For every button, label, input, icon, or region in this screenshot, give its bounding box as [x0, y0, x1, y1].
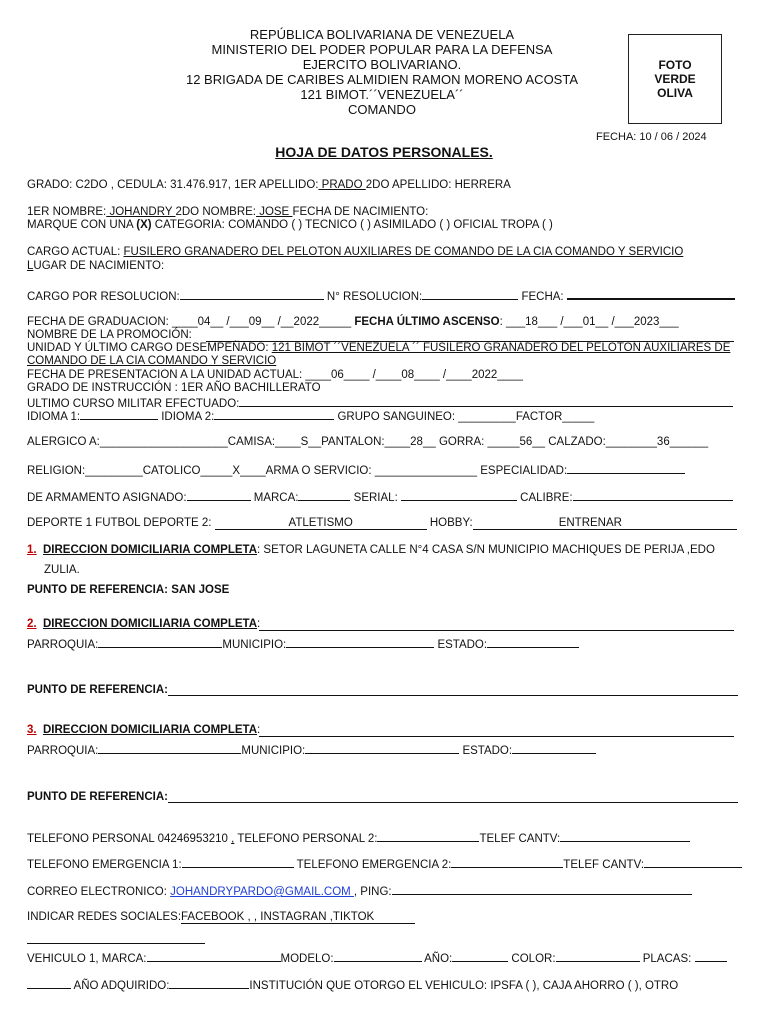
redes-row [27, 911, 415, 924]
field-label: IDIOMA 2: [158, 411, 215, 423]
field-label: FECHA: [518, 291, 567, 303]
field-label: PLACAS: [639, 953, 695, 965]
field-label: INDICAR REDES SOCIALES: [27, 911, 182, 923]
mark-indicator: (X) [136, 219, 152, 231]
email-link[interactable]: JOHANDRYPARDO@GMAIL.COM [170, 886, 354, 898]
cargo-row [27, 246, 683, 258]
field-label: VEHICULO 1, MARCA: [27, 953, 147, 965]
field-label: AÑO ADQUIRIDO: [71, 980, 170, 992]
field-label: TELEF CANTV: [479, 833, 561, 845]
alergico-row [27, 436, 708, 448]
emergencia1-blank[interactable] [182, 857, 294, 868]
photo-box [628, 34, 722, 124]
referencia2-blank[interactable] [168, 695, 738, 696]
direccion1-cont: ZULIA. [44, 564, 80, 576]
field-label: N° RESOLUCION: [323, 291, 423, 303]
header-line: 121 BIMOT.´´VENEZUELA´´ [300, 87, 464, 102]
modelo-blank[interactable] [334, 951, 422, 962]
idioma1-blank[interactable] [80, 409, 158, 420]
institucion-label: INSTITUCIÓN QUE OTORGO EL VEHICULO: IPSFA ( ), CAJA AHORRO ( ), OTRO [249, 980, 679, 992]
color-blank[interactable] [556, 951, 640, 962]
photo-label: FOTO [658, 58, 692, 72]
field-label: AÑO: [421, 953, 453, 965]
correo-row [27, 884, 692, 898]
adquirido-row [27, 978, 678, 992]
unidad-row-cont [27, 355, 276, 367]
unidad-value: COMANDO DE LA CIA COMANDO Y SERVICIO [27, 355, 277, 367]
field-label: MARCA: [250, 492, 299, 504]
presentacion-value: FECHA DE PRESENTACION A LA UNIDAD ACTUAL: ____06____ /____08____ /____2022____ [27, 369, 523, 381]
referencia1: PUNTO DE REFERENCIA: SAN JOSE [27, 584, 230, 596]
lugar-row [27, 260, 164, 272]
estado2-blank[interactable] [487, 637, 579, 648]
redes-blank[interactable] [27, 943, 205, 944]
field-label: ESTADO: [459, 745, 513, 757]
section-label: DIRECCION DOMICILIARIA COMPLETA [42, 544, 258, 556]
cantv-blank[interactable] [560, 831, 690, 842]
field-label: MUNICIPIO: [241, 745, 306, 757]
field-label: DEPORTE 1 FUTBOL DEPORTE 2: [27, 517, 215, 529]
photo-label: OLIVA [657, 86, 693, 100]
form-title: HOJA DE DATOS PERSONALES. [275, 144, 493, 160]
section-number: 2. [27, 618, 37, 630]
direccion3-blank[interactable] [259, 736, 734, 737]
field-label: DE ARMAMENTO ASIGNADO: [27, 492, 187, 504]
armamento-row [27, 490, 733, 504]
direccion1-row [27, 544, 715, 556]
telefono-row [27, 831, 690, 845]
emergencia2-blank[interactable] [451, 857, 563, 868]
field-label: GRADO: C2DO , CEDULA: 31.476.917, 1ER APELLIDO: [27, 179, 319, 191]
deporte-row [27, 517, 737, 530]
field-label: CARGO ACTUAL: [27, 246, 124, 258]
direccion1-value: : SETOR LAGUNETA CALLE N°4 CASA S/N MUNICIPIO MACHIQUES DE PERIJA ,EDO [257, 544, 715, 556]
unidad-value: 121 BIMOT ´´VENEZUELA ´´ FUSILERO GRANADERO DEL PELOTON AUXILIARES DE [271, 342, 731, 354]
field-label: PARROQUIA: [27, 639, 99, 651]
header-line: REPÚBLICA BOLIVARIANA DE VENEZUELA [249, 27, 515, 42]
field-label: MODELO: [280, 953, 334, 965]
section-number: 3. [27, 724, 37, 736]
parroquia3-blank[interactable] [98, 743, 241, 754]
section-number: 1. [27, 544, 37, 556]
ascenso-value: : ___18___ /___01__ /___2023___ [499, 316, 679, 328]
religion-value[interactable]: RELIGION:_________CATOLICO_____X____ARMA O SERVICIO: ________________ ESPECIALIDAD: [27, 465, 568, 477]
apellido1-value: PRADO [318, 179, 366, 191]
referencia3-label: PUNTO DE REFERENCIA: [27, 791, 168, 803]
armamento-blank[interactable] [187, 490, 251, 501]
redes-value[interactable]: FACEBOOK , , INSTAGRAN ,TIKTOK [181, 911, 415, 924]
promocion-row [27, 329, 192, 341]
field-label: MUNICIPIO: [222, 639, 287, 651]
parroquia2-row [27, 637, 579, 651]
header-block [140, 27, 624, 117]
field-label: PARROQUIA: [27, 745, 99, 757]
curso-row [27, 396, 733, 410]
field-label: CALIBRE: [516, 492, 573, 504]
categoria-row [27, 219, 553, 231]
field-label: FECHA DE GRADUACION: ____04__ /___09__ /__2022_____ [27, 316, 355, 328]
field-label: IDIOMA 1: [27, 411, 81, 423]
placas-blank-cont[interactable] [27, 978, 71, 989]
field-label: MARQUE CON UNA [27, 219, 137, 231]
emergencia-row [27, 857, 742, 871]
serial-blank[interactable] [401, 490, 517, 501]
field-label: , PING: [353, 886, 392, 898]
referencia2-label: PUNTO DE REFERENCIA: [27, 684, 168, 696]
header-line: EJERCITO BOLIVARIANO. [302, 57, 462, 72]
separator: : [257, 724, 261, 736]
marca-vehiculo-blank[interactable] [147, 951, 281, 962]
resolucion-row [27, 288, 735, 303]
especialidad-blank[interactable] [567, 463, 685, 474]
field-label: L [27, 260, 34, 272]
unidad-row [27, 342, 730, 354]
hobby-text: ENTRENAR [558, 517, 622, 529]
tallas-value[interactable]: ALERGICO A:____________________CAMISA:____S__PANTALON:____28__ GORRA: _____56__ CALZADO:________36______ [27, 436, 709, 448]
direccion3-row [27, 724, 260, 736]
header-line: 12 BRIGADA DE CARIBES ALMIDIEN RAMON MORENO ACOSTA [185, 72, 578, 87]
municipio3-blank[interactable] [305, 743, 459, 754]
curso-blank[interactable] [239, 396, 733, 407]
telefono-value: TELEFONO PERSONAL 04246953210 [27, 833, 232, 845]
religion-row [27, 463, 685, 477]
field-label: UGAR DE NACIMIENTO: [33, 260, 165, 272]
referencia3-blank[interactable] [168, 802, 738, 803]
parroquia3-row [27, 743, 596, 757]
field-label: TELEFONO PERSONAL 2: [234, 833, 378, 845]
deporte2-value[interactable]: ATLETISMO [215, 517, 427, 530]
field-label: 1ER NOMBRE: [27, 206, 107, 218]
idioma-row [27, 409, 594, 423]
cargo-value: FUSILERO GRANADERO DEL PELOTON AUXILIARES DE COMANDO DE LA CIA COMANDO Y SERVICIO [123, 246, 684, 258]
field-label: ULTIMO CURSO MILITAR EFECTUADO: [27, 398, 240, 410]
field-label: FECHA ÚLTIMO ASCENSO [354, 316, 500, 328]
field-label: 2DO NOMBRE: [175, 206, 256, 218]
grado-row [27, 179, 511, 191]
field-label: CARGO POR RESOLUCION: [27, 291, 180, 303]
photo-label: VERDE [654, 72, 696, 86]
field-label: TELEFONO EMERGENCIA 2: [293, 859, 452, 871]
anio-blank[interactable] [452, 951, 508, 962]
nombre2-value: JOSE [256, 206, 293, 218]
nombre-row [27, 206, 428, 218]
direccion2-blank[interactable] [259, 630, 734, 631]
marca-blank[interactable] [298, 490, 350, 501]
resolucion-blank[interactable] [180, 289, 324, 300]
field-label: NOMBRE DE LA PROMOCIÓN: [27, 329, 192, 341]
document-date: FECHA: 10 / 06 / 2024 [596, 131, 707, 143]
header-line: MINISTERIO DEL PODER POPULAR PARA LA DEFENSA [211, 42, 553, 57]
field-label: CORREO ELECTRONICO: [27, 886, 171, 898]
section-label: DIRECCION DOMICILIARIA COMPLETA [42, 724, 258, 736]
resolucion-num-blank[interactable] [422, 289, 518, 300]
field-label: COLOR: [508, 953, 556, 965]
calibre-blank[interactable] [573, 490, 733, 501]
section-label: DIRECCION DOMICILIARIA COMPLETA [42, 618, 258, 630]
hobby-value[interactable] [473, 517, 737, 530]
estado3-blank[interactable] [512, 743, 596, 754]
header-line: COMANDO [348, 102, 416, 117]
parroquia2-blank[interactable] [98, 637, 222, 648]
municipio2-blank[interactable] [286, 637, 434, 648]
resolucion-fecha-blank[interactable] [567, 288, 735, 300]
graduacion-row [27, 316, 679, 328]
instruccion-value: GRADO DE INSTRUCCIÓN : 1ER AÑO BACHILLERATO [27, 382, 321, 394]
sangre-value[interactable]: GRUPO SANGUINEO: _________FACTOR_____ [334, 411, 595, 423]
categoria-options[interactable]: CATEGORIA: COMANDO ( ) TECNICO ( ) ASIMILADO ( ) OFICIAL TROPA ( ) [151, 219, 553, 231]
separator: : [257, 618, 261, 630]
field-label: SERIAL: [350, 492, 401, 504]
instruccion-row [27, 382, 321, 394]
anio-adquirido-blank[interactable] [169, 978, 249, 989]
field-label: FECHA DE NACIMIENTO: [292, 206, 429, 218]
nombre1-value: JOHANDRY [106, 206, 176, 218]
field-label: ESTADO: [434, 639, 488, 651]
telefono2-blank[interactable] [377, 831, 479, 842]
field-label: TELEF CANTV: [563, 859, 645, 871]
separator: , [231, 833, 235, 845]
direccion2-row [27, 618, 260, 630]
idioma2-blank[interactable] [214, 409, 334, 420]
field-label: 2DO APELLIDO: HERRERA [365, 179, 511, 191]
field-label: HOBBY: [426, 517, 473, 529]
ping-blank[interactable] [392, 884, 692, 895]
field-label: TELEFONO EMERGENCIA 1: [27, 859, 182, 871]
presentacion-row [27, 369, 523, 381]
cantv2-blank[interactable] [644, 857, 742, 868]
placas-blank[interactable] [695, 951, 727, 962]
vehiculo-row [27, 951, 727, 965]
field-label: UNIDAD Y ÚLTIMO CARGO DESEMPEÑADO: [27, 342, 272, 354]
